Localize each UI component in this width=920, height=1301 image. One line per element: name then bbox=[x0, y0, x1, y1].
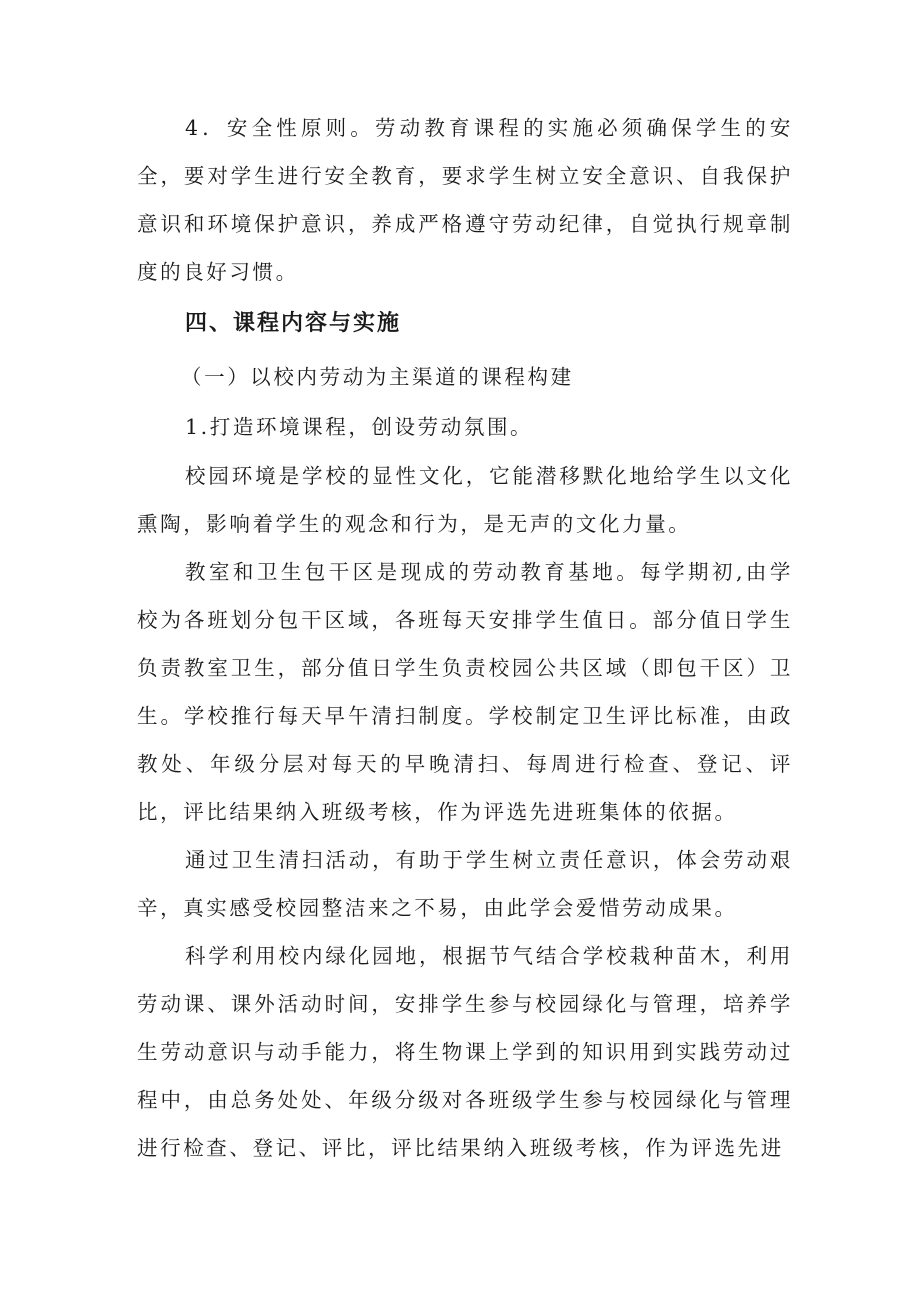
subsection-heading-campus-labor: （一）以校内劳动为主渠道的课程构建 bbox=[181, 365, 574, 389]
document-body bbox=[137, 104, 793, 1172]
paragraph-cleaning-activity: 通过卫生清扫活动，有助于学生树立责任意识，体会劳动艰辛，真实感受校园整洁来之不易，由此学会爱惜劳动成果。 bbox=[137, 848, 793, 920]
paragraph-campus-environment: 校园环境是学校的显性文化，它能潜移默化地给学生以文化熏陶，影响着学生的观念和行为，是无声的文化力量。 bbox=[137, 464, 793, 536]
paragraph-classroom-hygiene: 教室和卫生包干区是现成的劳动教育基地。每学期初,由学校为各班划分包干区域，各班每天安排学生值日。部分值日学生负责教室卫生，部分值日学生负责校园公共区域（即包干区）卫生。学校推行每天早午清扫制度。学校制定卫生评比标准，由政教处、年级分层对每天的早晚清扫、每周进行检查、登记、评比，评比结果纳入班级考核，作为评选先进班集体的依据。 bbox=[137, 560, 793, 824]
paragraph-greening: 科学利用校内绿化园地，根据节气结合学校栽种苗木，利用劳动课、课外活动时间，安排学生参与校园绿化与管理，培养学生劳动意识与动手能力，将生物课上学到的知识用到实践劳动过程中，由总务处处、年级分级对各班级学生参与校园绿化与管理进行检查、登记、评比，评比结果纳入班级考核，作为评选先进 bbox=[137, 944, 793, 1160]
item-heading-environment-course: 1.打造环境课程，创设劳动氛围。 bbox=[185, 415, 534, 439]
section-heading-course-content: 四、课程内容与实施 bbox=[185, 311, 402, 336]
paragraph-safety-principle: 4．安全性原则。劳动教育课程的实施必须确保学生的安全，要对学生进行安全教育，要求学生树立安全意识、自我保护意识和环境保护意识，养成严格遵守劳动纪律，自觉执行规章制度的良好习惯。 bbox=[137, 116, 793, 284]
